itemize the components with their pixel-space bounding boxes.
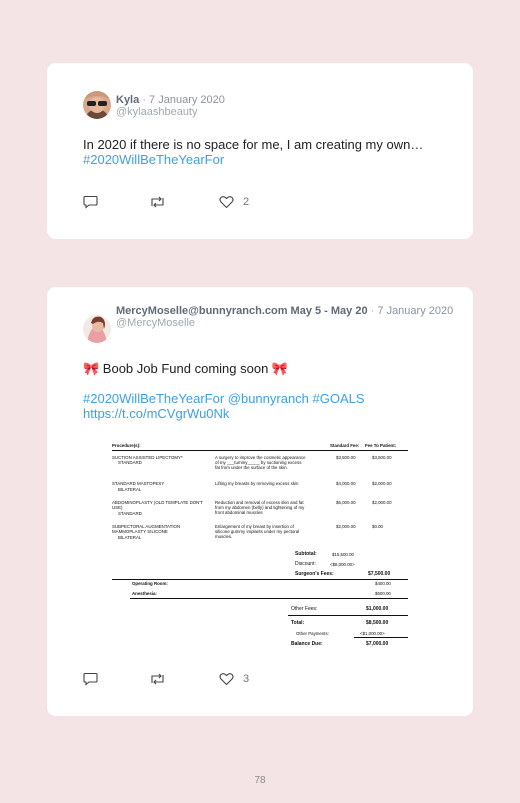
procedure-sub: BILATERAL <box>118 487 142 492</box>
surgeons-fees-label: Surgeon's Fees: <box>295 571 334 577</box>
tweet-body: 🎀 Boob Job Fund coming soon 🎀 <box>83 361 289 376</box>
procedure-patient-fee: $0.00 <box>372 524 383 529</box>
other-fees-value: $1,000.00 <box>366 606 389 612</box>
balance-value: $7,000.00 <box>366 641 389 647</box>
display-name[interactable]: MercyMoselle@bunnyranch.com May 5 - May 20 <box>116 305 368 317</box>
tweet-actions <box>83 195 283 211</box>
anesthesia-label: Anesthesia: <box>132 591 157 596</box>
reply-icon[interactable] <box>83 672 98 691</box>
user-handle[interactable]: @MercyMoselle <box>116 317 196 329</box>
reply-icon[interactable] <box>83 195 98 214</box>
tweet-date[interactable]: 7 January 2020 <box>377 305 454 317</box>
divider <box>288 615 408 616</box>
divider <box>112 450 408 451</box>
tweet-header <box>116 94 455 118</box>
like-count: 2 <box>243 196 250 208</box>
retweet-icon[interactable] <box>149 195 166 214</box>
or-value: $400.00 <box>375 581 391 586</box>
receipt-header-patient: Fee To Patient: <box>365 443 397 448</box>
procedure-sub: STANDARD <box>118 511 142 516</box>
tweet-body: In 2020 if there is no space for me, I am creating my own… <box>83 137 424 152</box>
procedure-patient-fee: $2,000.00 <box>372 500 392 505</box>
anesthesia-value: $600.00 <box>375 591 391 596</box>
procedure-fee: $4,000.00 <box>336 481 356 486</box>
tweet-text <box>83 361 453 421</box>
discount-value: <$8,000.00> <box>330 562 355 567</box>
procedure-patient-fee: $2,000.00 <box>372 481 392 486</box>
procedure-patient-fee: $3,500.00 <box>372 455 392 460</box>
surgeons-fees-value: $7,500.00 <box>368 571 391 577</box>
like-icon[interactable] <box>219 195 234 214</box>
or-label: Operating Room: <box>132 581 168 586</box>
hashtag-links[interactable]: #2020WillBeTheYearFor @bunnyranch #GOALS <box>83 391 365 406</box>
subtotal-label: Subtotal: <box>295 551 317 557</box>
receipt-image[interactable] <box>110 440 410 652</box>
tweet-text <box>83 137 453 167</box>
total-label: Total: <box>291 620 305 626</box>
procedure-desc: Enlargement of my breast by insertion of silicone gummy implants under my pectoral muscles. <box>215 524 300 539</box>
separator: · <box>370 305 375 317</box>
page-number: 78 <box>254 775 266 786</box>
tweet-card <box>47 63 473 239</box>
tweet-actions <box>83 672 283 688</box>
display-name[interactable]: Kyla <box>116 94 140 106</box>
user-handle[interactable]: @kylaashbeauty <box>116 106 198 118</box>
procedure-desc: A surgery to improve the cosmetic appearance of my ___tummy_____ by suctioning excess fat from under the surface of the skin. <box>215 455 306 470</box>
divider <box>112 579 408 580</box>
procedure-fee: $2,000.00 <box>336 524 356 529</box>
like-count: 3 <box>243 673 250 685</box>
procedure-sub: BILATERAL <box>118 535 142 540</box>
avatar[interactable] <box>83 315 111 343</box>
url-link[interactable]: https://t.co/mCVgrWu0Nk <box>83 406 230 421</box>
procedure-fee: $3,500.00 <box>336 455 356 460</box>
procedure-desc: Reduction and removal of excess skin and fat from my abdomen (belly) and tightening of my front abdominal muscles <box>215 500 305 515</box>
tweet-card <box>47 287 473 716</box>
total-value: $8,500.00 <box>366 620 389 626</box>
separator: · <box>142 94 146 106</box>
avatar[interactable] <box>83 91 111 119</box>
discount-label: Discount: <box>295 561 316 567</box>
procedure-name: STANDARD MASTOPEXY <box>112 481 165 486</box>
receipt-header-fee: Standard Fee: <box>330 443 360 448</box>
tweet-date[interactable]: 7 January 2020 <box>149 94 225 106</box>
procedure-sub: STANDARD <box>118 460 142 465</box>
other-fees-label: Other Fees: <box>291 606 318 612</box>
like-icon[interactable] <box>219 672 234 691</box>
balance-label: Balance Due: <box>291 641 323 647</box>
procedure-name: SUBPECTORAL AUGMENTATION MAMMOPLASTY SILICONE <box>112 524 181 534</box>
tweet-header <box>116 305 455 329</box>
divider <box>130 598 408 599</box>
procedure-desc: Lifting my breasts by removing excess skin <box>215 481 299 486</box>
procedure-fee: $6,000.00 <box>336 500 356 505</box>
retweet-icon[interactable] <box>149 672 166 691</box>
other-payments-label: Other Payments: <box>296 631 329 636</box>
procedure-name: SUCTION ASSISTED LIPECTOMY* <box>112 455 183 460</box>
procedure-name: ABDOMINOPLASTY (OLD TEMPLATE DON'T USE) <box>112 500 203 510</box>
subtotal-value: $15,500.00 <box>332 552 354 557</box>
hashtag-link[interactable]: #2020WillBeTheYearFor <box>83 152 225 167</box>
receipt-header-procedures: Procedure(s): <box>112 443 141 448</box>
divider <box>354 637 408 638</box>
other-payments-value: <$1,000.00> <box>360 631 385 636</box>
